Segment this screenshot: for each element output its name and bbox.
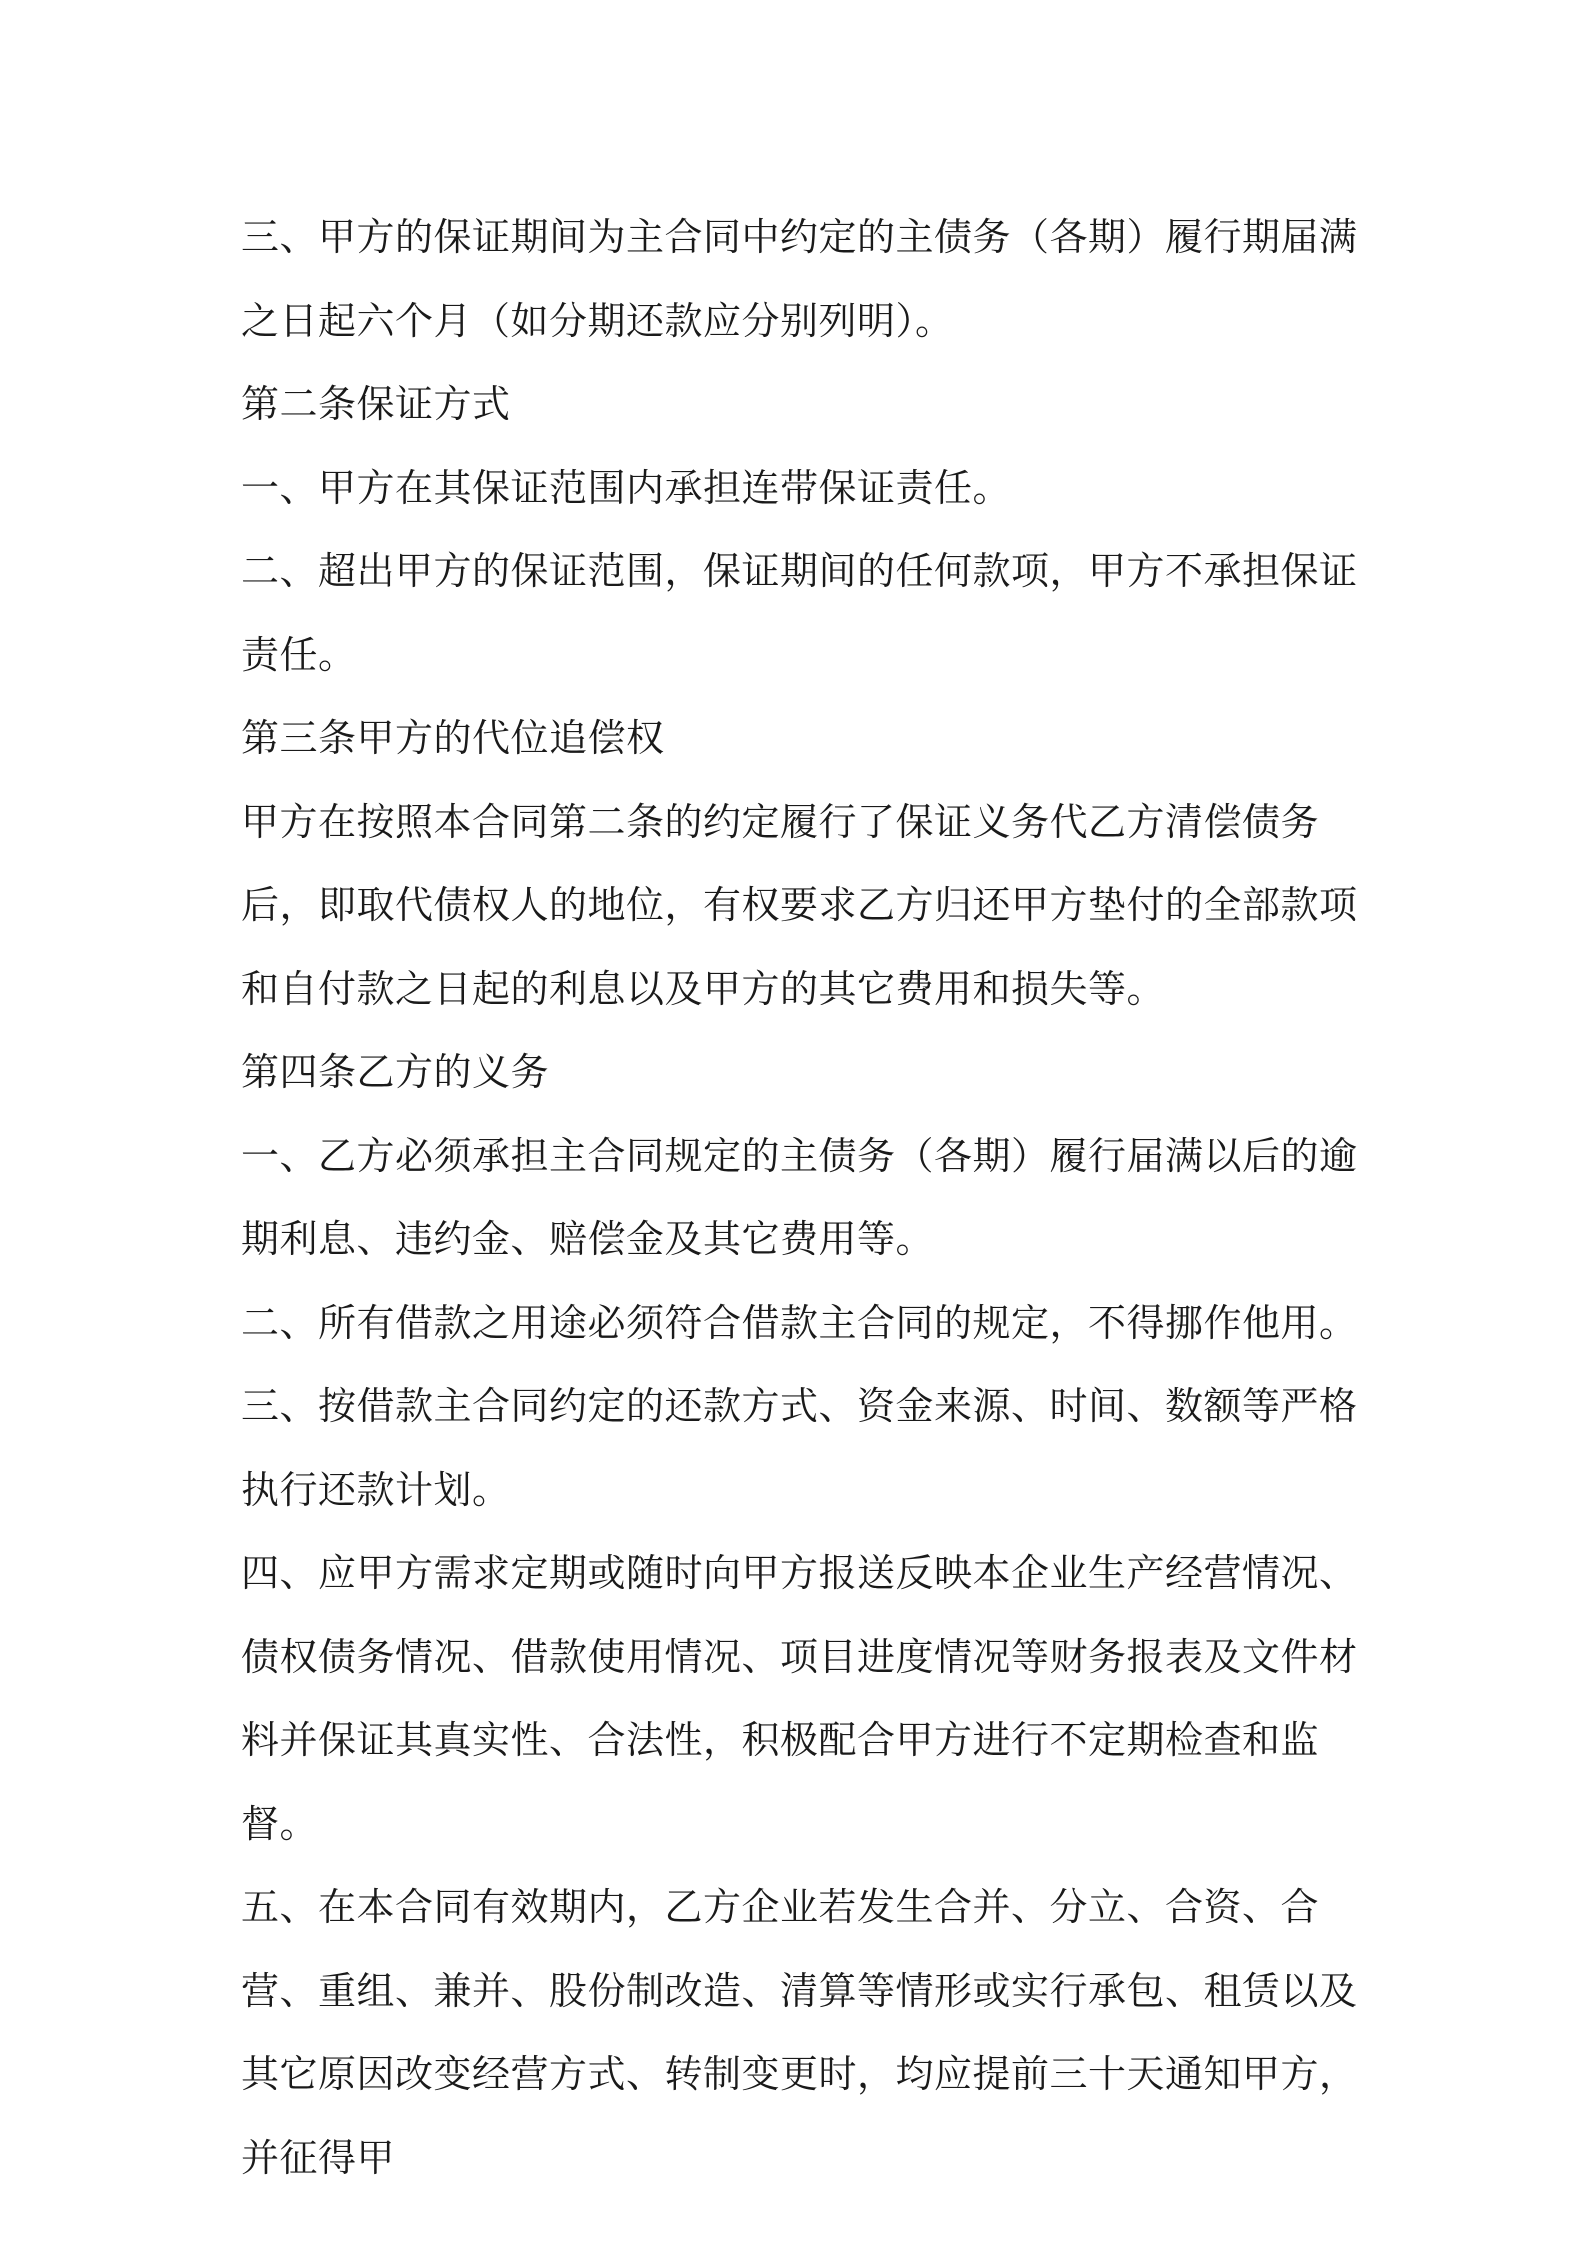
paragraph-obligation-1: 一、乙方必须承担主合同规定的主债务（各期）履行届满以后的逾期利息、违约金、赔偿金及其它费用等。 — [241, 1133, 1358, 1261]
heading-article-4-obligations: 第四条乙方的义务 — [241, 1050, 550, 1094]
paragraph-obligation-3: 三、按借款主合同约定的还款方式、资金来源、时间、数额等严格执行还款计划。 — [241, 1384, 1358, 1512]
heading-article-2-guarantee-method: 第二条保证方式 — [241, 382, 511, 426]
document-body — [241, 196, 1361, 2200]
paragraph-obligation-4: 四、应甲方需求定期或随时向甲方报送反映本企业生产经营情况、债权债务情况、借款使用情况、项目进度情况等财务报表及文件材料并保证其真实性、合法性，积极配合甲方进行不定期检查和监督。 — [241, 1551, 1358, 1846]
paragraph-obligation-5: 五、在本合同有效期内，乙方企业若发生合并、分立、合资、合营、重组、兼并、股份制改造、清算等情形或实行承包、租赁以及其它原因改变经营方式、转制变更时，均应提前三十天通知甲方，并征得甲 — [241, 1885, 1358, 2180]
paragraph-obligation-2: 二、所有借款之用途必须符合借款主合同的规定，不得挪作他用。 — [241, 1300, 1358, 1345]
paragraph-joint-liability: 一、甲方在其保证范围内承担连带保证责任。 — [241, 465, 1012, 510]
paragraph-guarantee-period: 三、甲方的保证期间为主合同中约定的主债务（各期）履行期届满之日起六个月（如分期还款应分别列明）。 — [241, 215, 1358, 343]
heading-article-3-subrogation: 第三条甲方的代位追偿权 — [241, 716, 665, 760]
paragraph-beyond-scope: 二、超出甲方的保证范围，保证期间的任何款项，甲方不承担保证责任。 — [241, 549, 1358, 677]
paragraph-subrogation-right: 甲方在按照本合同第二条的约定履行了保证义务代乙方清偿债务后，即取代债权人的地位，有权要求乙方归还甲方垫付的全部款项和自付款之日起的利息以及甲方的其它费用和损失等。 — [241, 799, 1358, 1011]
